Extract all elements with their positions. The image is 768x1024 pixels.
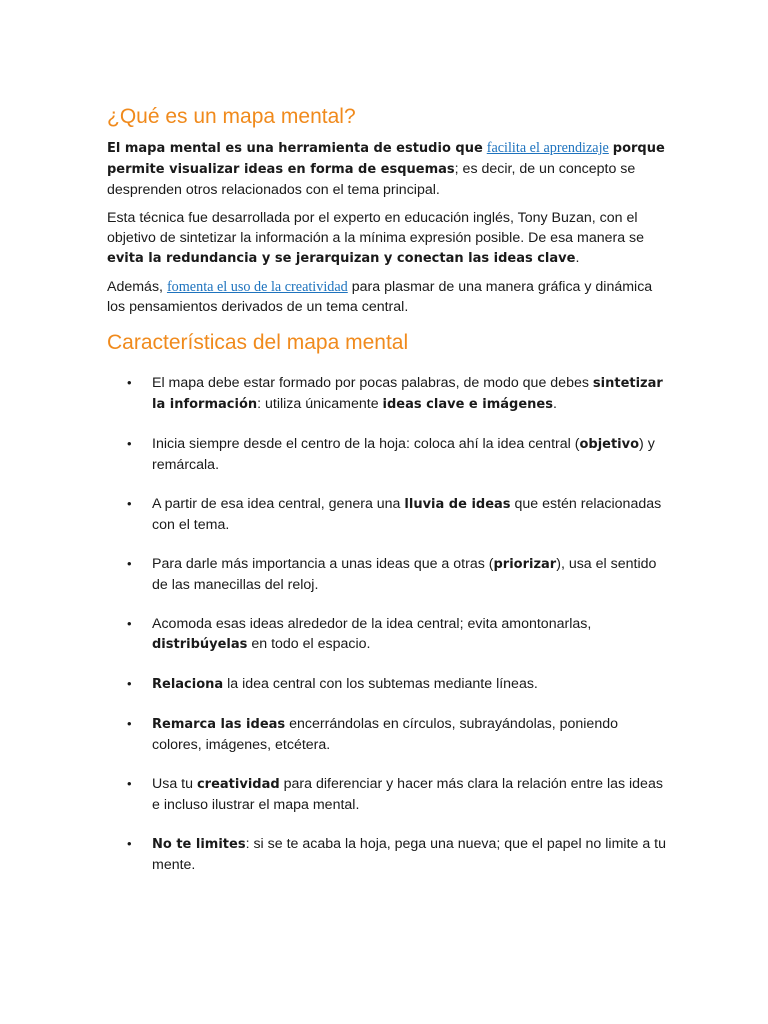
list-item	[107, 434, 667, 475]
text: encerrándolas en círculos, subrayándolas, poniendo colores, imágenes, etcétera.	[152, 716, 618, 754]
bold-text: Remarca las ideas	[152, 717, 286, 733]
bullet-icon: •	[127, 676, 132, 692]
bold-text: evita la redundancia y se jerarquizan y conectan las ideas clave	[107, 251, 576, 267]
bold-text: El mapa mental es una herramienta de estudio que	[107, 141, 483, 157]
text: A partir de esa idea central, genera una	[152, 496, 401, 513]
bold-text: creatividad	[196, 777, 280, 793]
text: : si se te acaba la hoja, pega una nueva; que el papel no limite a tu mente.	[152, 836, 666, 874]
text: para diferenciar y hacer más clara la relación entre las ideas e incluso ilustrar el mapa mental.	[152, 776, 663, 814]
bullet-icon: •	[127, 436, 132, 452]
text: Inicia siempre desde el centro de la hoja: coloca ahí la idea central (	[152, 436, 580, 453]
list-item	[107, 674, 667, 695]
text: Acomoda esas ideas alrededor de la idea central; evita amontonarlas,	[152, 616, 592, 633]
bullet-icon: •	[127, 375, 132, 391]
bold-text: Relaciona	[152, 677, 224, 693]
bullet-icon: •	[127, 616, 132, 632]
bold-text: No te limites	[152, 837, 246, 853]
bullet-icon: •	[127, 556, 132, 572]
text: para plasmar de una manera gráfica y dinámica los pensamientos derivados de un tema central.	[107, 279, 653, 316]
heading-caracteristicas: Características del mapa mental	[107, 331, 409, 355]
text: .	[552, 396, 557, 413]
text: Además,	[107, 279, 163, 296]
bullet-icon: •	[127, 496, 132, 512]
bold-text: lluvia de ideas	[404, 497, 511, 513]
text: El mapa debe estar formado por pocas palabras, de modo que debes	[152, 375, 589, 392]
list-item	[107, 714, 667, 755]
text: : utiliza únicamente	[257, 396, 379, 413]
document-page	[107, 104, 667, 894]
bullet-icon: •	[127, 716, 132, 732]
list-item	[107, 373, 667, 415]
list-item	[107, 774, 667, 815]
list-item	[107, 554, 667, 595]
text: .	[575, 250, 580, 267]
link-fomenta-creatividad[interactable]: fomenta el uso de la creatividad	[166, 279, 348, 296]
text: que estén relacionadas con el tema.	[152, 496, 662, 534]
bold-text: sintetizar la información	[152, 376, 663, 413]
text: Usa tu	[152, 776, 194, 793]
text: ; es decir, de un concepto se desprenden otros relacionados con el tema principal.	[107, 161, 636, 199]
list-item	[107, 494, 667, 535]
bold-text: priorizar	[493, 557, 557, 573]
text: ), usa el sentido de las manecillas del reloj.	[152, 556, 657, 594]
paragraph-tecnica	[107, 208, 667, 269]
bullet-icon: •	[127, 836, 132, 852]
link-facilita-aprendizaje[interactable]: facilita el aprendizaje	[486, 140, 609, 157]
bold-text: porque permite visualizar ideas en forma de esquemas	[107, 141, 665, 178]
text: la idea central con los subtemas mediante líneas.	[227, 676, 538, 693]
bold-text: objetivo	[579, 437, 640, 453]
list-item	[107, 614, 667, 655]
bold-text: distribúyelas	[152, 637, 248, 653]
text: ) y remárcala.	[152, 436, 655, 474]
heading-que-es: ¿Qué es un mapa mental?	[107, 105, 356, 128]
bullet-icon: •	[127, 776, 132, 792]
paragraph-definicion	[107, 138, 667, 200]
bold-text: ideas clave e imágenes	[382, 397, 553, 413]
text: Esta técnica fue desarrollada por el experto en educación inglés, Tony Buzan, con el objetivo de sintetizar la información a la mínima expresión posible. De esa manera se	[107, 210, 645, 247]
text: Para darle más importancia a unas ideas que a otras (	[152, 556, 494, 573]
caracteristicas-list	[107, 373, 667, 875]
paragraph-ademas	[107, 277, 667, 317]
text: en todo el espacio.	[251, 636, 371, 653]
list-item	[107, 834, 667, 875]
